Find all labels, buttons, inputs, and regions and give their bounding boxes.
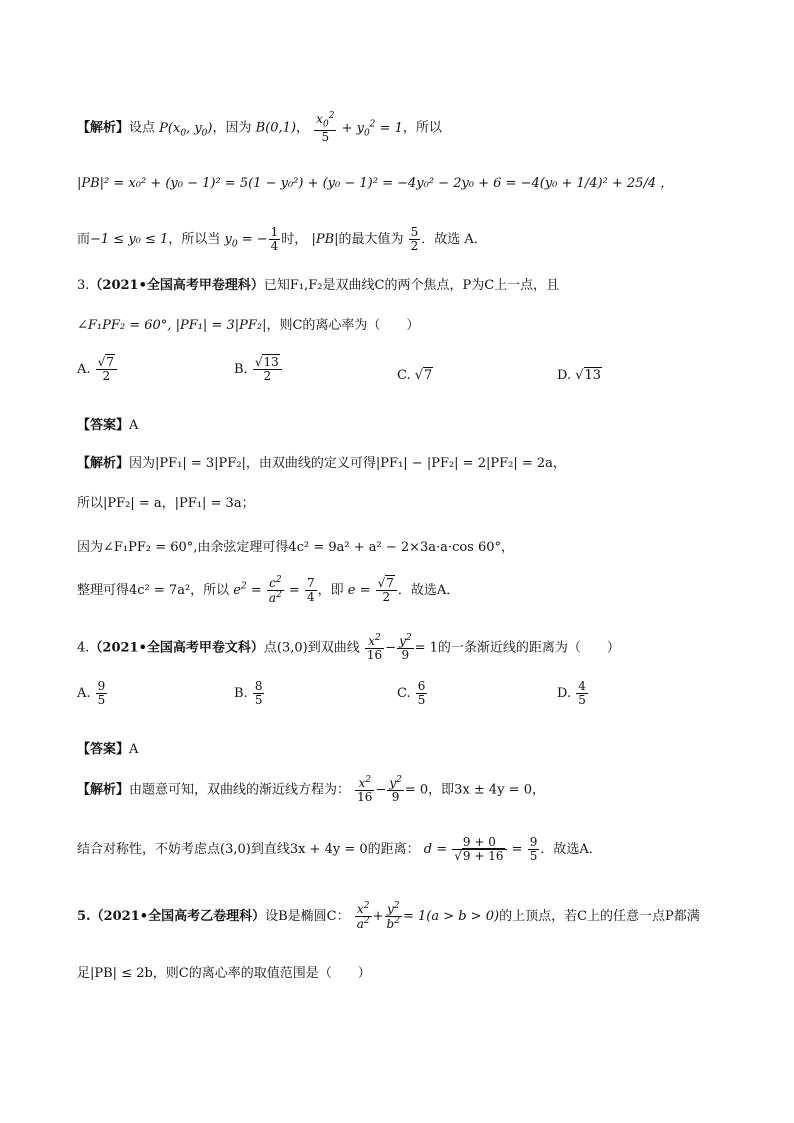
math-frac-sqrt7-2: $\frac{√7}{2}$	[376, 577, 397, 604]
math-frac-c2-a2: $\frac{c^2}{a^2}$	[268, 575, 282, 606]
q3-option-a: A. $\frac{√7}{2}$	[77, 356, 118, 383]
q4-option-c: C. $\frac{6}{5}$	[397, 679, 426, 708]
math-d-eq: d =	[423, 842, 448, 858]
math-e-squared: $e^2$ =	[233, 581, 262, 599]
q4-option-a: A. $\frac{9}{5}$	[77, 679, 106, 708]
q3-option-c: C. √7	[397, 368, 433, 383]
q4-answer: 【答案】A	[77, 742, 139, 757]
q2-formula-line	[77, 172, 673, 191]
q3-option-b-value: $\frac{√13}{2}$	[253, 356, 282, 383]
q3-analysis-line2: 所以|PF₂| = a，|PF₁| = 3a；	[77, 496, 255, 511]
math-frac-9-5: $\frac{9}{5}$	[529, 835, 538, 864]
math-frac-distance: $\frac{9 + 0}{√9 + 16}$	[452, 836, 506, 863]
q3-source: （2021•全国高考甲卷理科）	[89, 278, 264, 293]
math-frac-x0sq-5: $\frac{x_0^2}{5}$	[316, 111, 335, 145]
math-frac-7-4: $\frac{7}{4}$	[306, 576, 315, 605]
math-frac-y2-b2: $\frac{y^2}{b^2}$	[386, 901, 400, 932]
math-abs-pb: |PB|	[311, 232, 339, 248]
math-point-b: B(0,1)	[255, 120, 297, 136]
math-frac-y2-9: $\frac{y^2}{9}$	[399, 633, 412, 663]
math-e-eq: e =	[347, 583, 371, 599]
q5-stem-line2: 足|PB| ≤ 2b，则C的离心率的取值范围是（ ）	[77, 966, 371, 981]
q4-stem: 4.（2021•全国高考甲卷文科）点(3,0)到双曲线 $\frac{x^2}{16}$ − $\frac{y^2}{9}$ = 1的一条渐近线的距离为（ ）	[77, 633, 620, 663]
q4-analysis-line1: 【解析】由题意可知，双曲线的渐近线方程为： $\frac{x^2}{16}$ − $\frac{y^2}{9}$ = 0，即3x ± 4y = 0，	[77, 775, 545, 805]
math-point-p: $P(x_0$, $y_0$)	[159, 120, 213, 139]
q3-option-a-value: $\frac{√7}{2}$	[96, 356, 117, 383]
math-y0-eq: $y_0$ = −	[224, 232, 268, 250]
q4-analysis-line2: 结合对称性，不妨考虑点(3,0)到直线3x + 4y = 0的距离： d = $\frac{9 + 0}{√9 + 16}$ = $\frac{9}{5}$ ．故选A．	[77, 835, 602, 864]
q3-analysis-line3: 因为∠F₁PF₂ = 60°,由余弦定理可得4c² = 9a² + a² − 2×3a·a·cos 60°，	[77, 540, 515, 555]
q2-analysis-line1: 【解析】设点 $P(x_0$, $y_0$)，因为 B(0,1)， $\frac{x_0^2}{5}$ + $y_0^2 = 1$，所以	[77, 111, 442, 145]
q3-stem-line1: 3.（2021•全国高考甲卷理科）已知F₁,F₂是双曲线C的两个焦点，P为C上一点，且	[77, 278, 560, 293]
q5-source: （2021•全国高考乙卷理科）	[90, 909, 266, 925]
q3-analysis-line1: 【解析】因为|PF₁| = 3|PF₂|，由双曲线的定义可得|PF₁| − |PF₂| = 2|PF₂| = 2a，	[77, 456, 566, 471]
math-frac-5-2: $\frac{5}{2}$	[410, 225, 419, 254]
math-frac-1-4: $\frac{1}{4}$	[270, 225, 279, 254]
q3-analysis-line4: 整理可得4c² = 7a²，所以 $e^2$ = $\frac{c^2}{a^2}$ = $\frac{7}{4}$ ，即 e = $\frac{√7}{2}$ ．故选A．	[77, 575, 460, 606]
math-frac-x2-16: $\frac{x^2}{16}$	[366, 633, 383, 663]
analysis-tag: 【解析】	[77, 120, 130, 136]
q3-stem-line2: ∠F₁PF₂ = 60°, |PF₁| = 3|PF₂|，则C的离心率为（ ）	[77, 318, 420, 333]
q3-option-d: D. √13	[557, 368, 602, 383]
q2-analysis-line3: 而−1 ≤ y₀ ≤ 1，所以当 $y_0$ = − $\frac{1}{4}$ 时， |PB|的最大值为 $\frac{5}{2}$ ．故选 A．	[77, 225, 487, 254]
math-frac-x2-a2: $\frac{x^2}{a^2}$	[356, 901, 370, 932]
q4-source: （2021•全国高考甲卷文科）	[89, 640, 264, 656]
q4-option-b: B. $\frac{8}{5}$	[234, 679, 263, 708]
q3-option-b: B. $\frac{√13}{2}$	[234, 356, 283, 383]
math-ellipse-rest: + $y_0^2 = 1$	[341, 119, 403, 139]
math-pb-squared: |PB|² = x₀² + (y₀ − 1)² = 5(1 − y₀²) + (y₀ − 1)² = −4y₀² − 2y₀ + 6 = −4(y₀ + 1/4)² + 25/4 ，	[77, 176, 674, 191]
q4-option-d: D. $\frac{4}{5}$	[557, 679, 586, 708]
q3-answer: 【答案】A	[77, 418, 139, 433]
q5-stem-line1: 5.（2021•全国高考乙卷理科）设B是椭圆C： $\frac{x^2}{a^2}$ + $\frac{y^2}{b^2}$ = 1(a > b > 0)的上顶点，若C上的任意一点P都满	[77, 901, 700, 932]
